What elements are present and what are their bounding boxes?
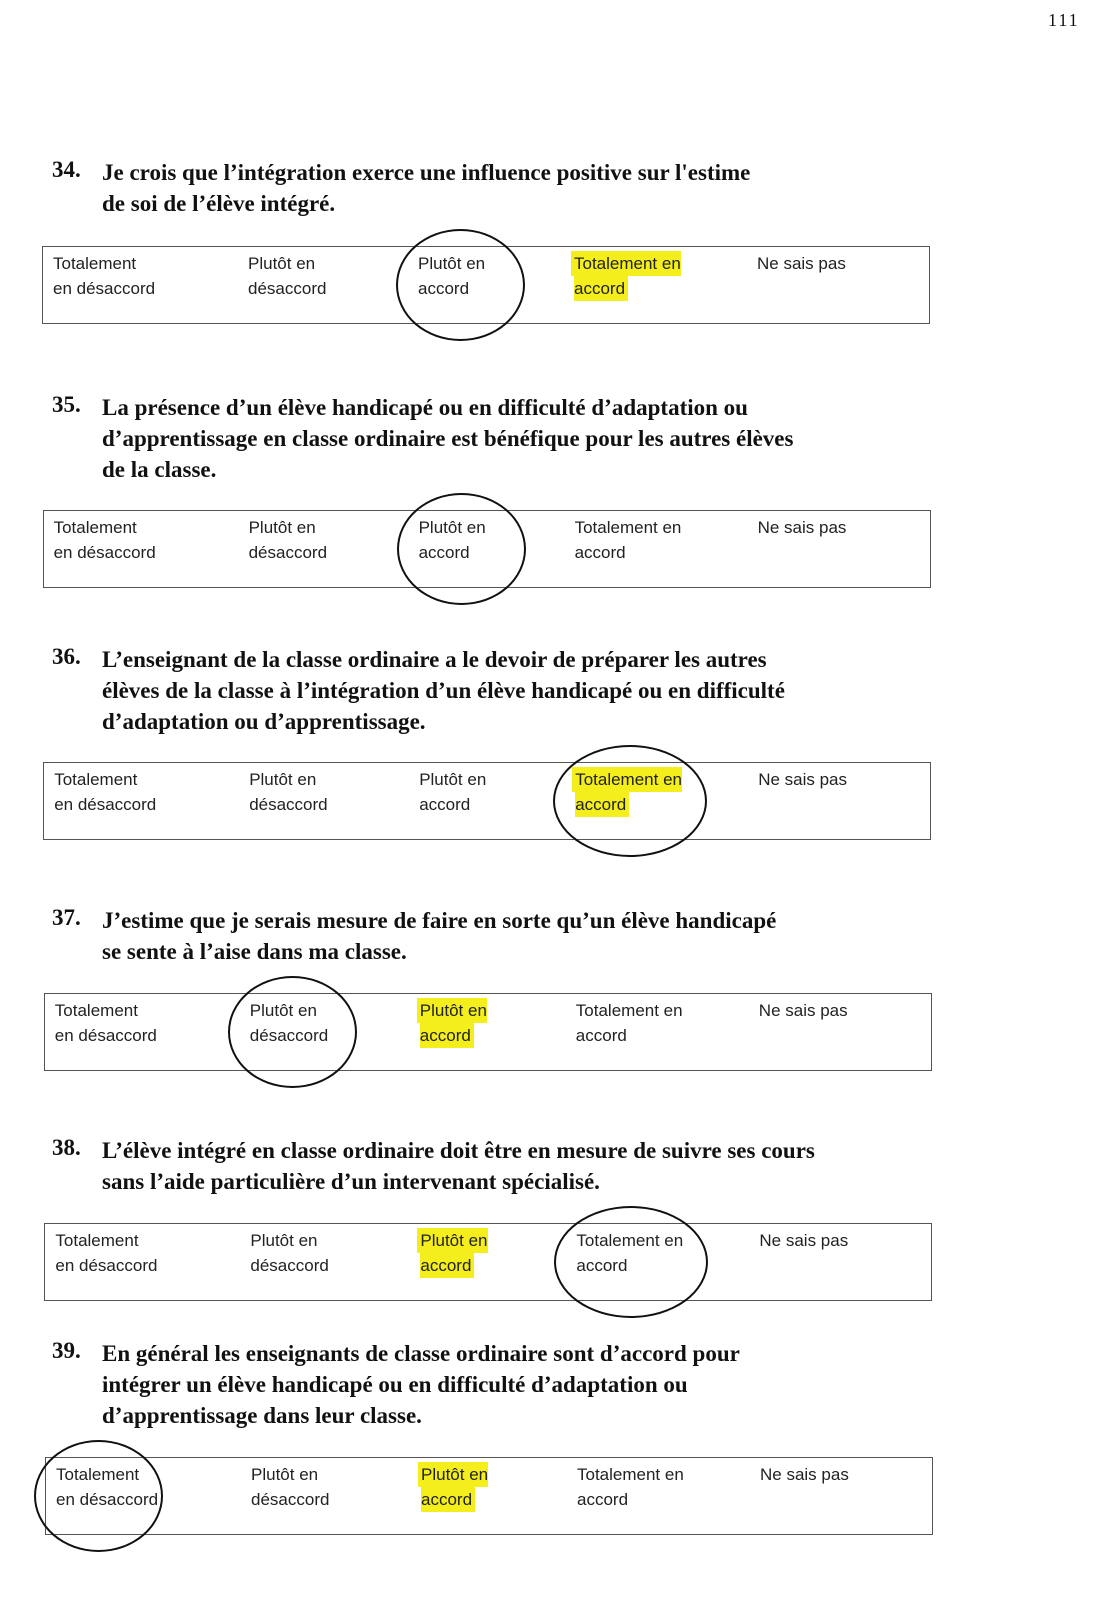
- answer-option-4[interactable]: [576, 998, 683, 1048]
- answer-option-label: Totalement en désaccord: [56, 1465, 159, 1509]
- answer-option-label: Totalement en désaccord: [53, 254, 156, 298]
- answer-option-label: Plutôt en accord: [418, 518, 486, 562]
- question-text-line: L’élève intégré en classe ordinaire doit être en mesure de suivre ses cours: [102, 1138, 815, 1163]
- answer-option-5[interactable]: [758, 515, 847, 540]
- answer-option-4[interactable]: [575, 767, 682, 817]
- question-number: 38.: [52, 1135, 81, 1160]
- answer-option-label: Totalement en accord: [576, 1231, 684, 1275]
- answer-option-5[interactable]: [759, 998, 848, 1023]
- answer-option-label: Plutôt en désaccord: [248, 518, 328, 562]
- question-text-line: se sente à l’aise dans ma classe.: [102, 939, 407, 964]
- question-text: [102, 157, 750, 219]
- answer-option-label: Totalement en désaccord: [55, 1231, 158, 1275]
- answer-scale: [42, 246, 930, 324]
- answer-option-3[interactable]: [419, 515, 486, 565]
- answer-option-1[interactable]: [55, 1228, 157, 1278]
- answer-option-label: Totalement en accord: [574, 254, 681, 298]
- question-text: [102, 1338, 740, 1431]
- answer-option-2[interactable]: [250, 998, 328, 1048]
- answer-option-label: Ne sais pas: [757, 254, 846, 273]
- answer-option-3[interactable]: [421, 1462, 488, 1512]
- answer-option-label: Totalement en accord: [575, 1001, 683, 1045]
- answer-option-1[interactable]: [55, 998, 157, 1048]
- question-text-line: Je crois que l’intégration exerce une influence positive sur l'estime: [102, 160, 751, 185]
- question-text-line: intégrer un élève handicapé ou en difficulté d’adaptation ou: [102, 1372, 688, 1397]
- answer-option-5[interactable]: [760, 1462, 849, 1487]
- answer-scale: [45, 1457, 933, 1535]
- question-text-line: élèves de la classe à l’intégration d’un élève handicapé ou en difficulté: [102, 678, 785, 703]
- question-number: 39.: [52, 1338, 81, 1363]
- answer-option-3[interactable]: [419, 767, 486, 817]
- question-text-line: d’adaptation ou d’apprentissage.: [102, 709, 426, 734]
- answer-option-label: Totalement en accord: [575, 770, 682, 814]
- answer-scale: [44, 1223, 932, 1301]
- answer-option-label: Totalement en désaccord: [54, 770, 157, 814]
- answer-option-label: Plutôt en désaccord: [251, 1465, 330, 1509]
- answer-option-3[interactable]: [420, 998, 487, 1048]
- question-text-line: J’estime que je serais mesure de faire en sorte qu’un élève handicapé: [102, 908, 777, 933]
- answer-option-2[interactable]: [250, 1228, 328, 1278]
- question-text: [102, 905, 776, 967]
- answer-option-3[interactable]: [420, 1228, 487, 1278]
- question-text-line: En général les enseignants de classe ordinaire sont d’accord pour: [102, 1341, 740, 1366]
- question-text-line: de soi de l’élève intégré.: [102, 191, 336, 216]
- answer-option-label: Plutôt en accord: [421, 1465, 489, 1509]
- answer-option-label: Plutôt en accord: [420, 1231, 488, 1275]
- answer-option-label: Totalement en accord: [574, 518, 682, 562]
- answer-option-1[interactable]: [54, 767, 156, 817]
- answer-option-4[interactable]: [574, 251, 681, 301]
- answer-option-5[interactable]: [757, 251, 846, 276]
- answer-option-label: Ne sais pas: [760, 1465, 849, 1484]
- answer-option-1[interactable]: [54, 515, 156, 565]
- answer-option-label: Plutôt en accord: [419, 770, 487, 814]
- answer-option-label: Plutôt en désaccord: [249, 1001, 329, 1045]
- answer-option-label: Plutôt en désaccord: [250, 1231, 329, 1275]
- question-text-line: sans l’aide particulière d’un intervenant spécialisé.: [102, 1169, 600, 1194]
- question-text-line: d’apprentissage dans leur classe.: [102, 1403, 422, 1428]
- answer-option-label: Ne sais pas: [757, 518, 847, 537]
- question-text-line: de la classe.: [102, 457, 217, 482]
- answer-option-label: Ne sais pas: [758, 770, 848, 789]
- answer-option-4[interactable]: [575, 515, 682, 565]
- answer-option-3[interactable]: [418, 251, 485, 301]
- answer-option-4[interactable]: [576, 1228, 683, 1278]
- question-number: 36.: [52, 644, 81, 669]
- page-number: 111: [1048, 10, 1080, 30]
- answer-scale: [43, 510, 931, 588]
- question-text-line: d’apprentissage en classe ordinaire est bénéfique pour les autres élèves: [102, 426, 794, 451]
- answer-option-label: Plutôt en accord: [418, 254, 486, 298]
- answer-option-1[interactable]: [56, 1462, 158, 1512]
- question-text: [102, 392, 793, 485]
- answer-option-5[interactable]: [759, 1228, 848, 1253]
- answer-option-5[interactable]: [758, 767, 847, 792]
- answer-option-label: Plutôt en accord: [419, 1001, 487, 1045]
- answer-option-2[interactable]: [248, 251, 326, 301]
- answer-option-label: Totalement en accord: [577, 1465, 684, 1509]
- answer-option-2[interactable]: [249, 767, 327, 817]
- question-text-line: L’enseignant de la classe ordinaire a le devoir de préparer les autres: [102, 647, 767, 672]
- answer-option-label: Ne sais pas: [758, 1001, 848, 1020]
- answer-option-4[interactable]: [577, 1462, 684, 1512]
- question-text: [102, 644, 785, 737]
- question-number: 35.: [52, 392, 81, 417]
- answer-option-label: Plutôt en désaccord: [248, 254, 327, 298]
- question-number: 37.: [52, 905, 81, 930]
- answer-option-label: Totalement en désaccord: [53, 518, 156, 562]
- question-number: 34.: [52, 157, 81, 182]
- question-text-line: La présence d’un élève handicapé ou en difficulté d’adaptation ou: [102, 395, 748, 420]
- answer-option-label: Totalement en désaccord: [54, 1001, 157, 1045]
- answer-option-label: Ne sais pas: [759, 1231, 849, 1250]
- answer-scale: [44, 993, 932, 1071]
- answer-scale: [43, 762, 931, 840]
- answer-option-1[interactable]: [53, 251, 155, 301]
- answer-option-2[interactable]: [251, 1462, 329, 1512]
- question-text: [102, 1135, 815, 1197]
- answer-option-label: Plutôt en désaccord: [249, 770, 328, 814]
- answer-option-2[interactable]: [249, 515, 327, 565]
